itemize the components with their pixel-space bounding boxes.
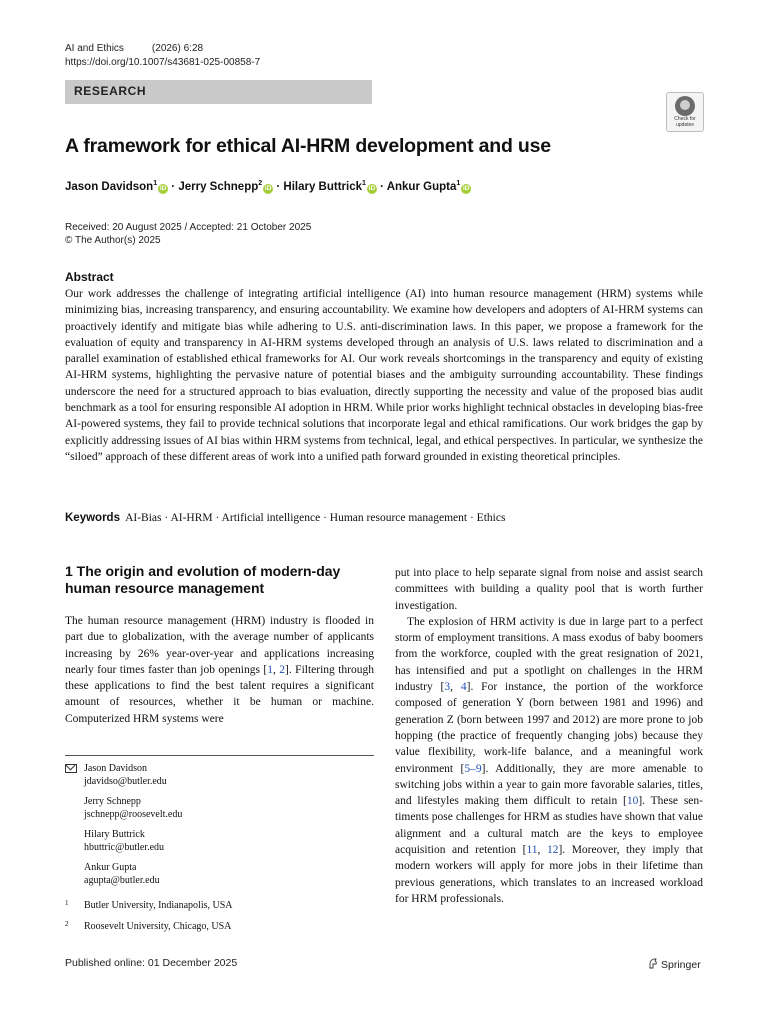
keywords-list: AI-Bias · AI-HRM · Artificial intelligence · Human resource management · Ethics bbox=[125, 512, 506, 524]
check-updates-icon bbox=[675, 96, 695, 116]
orcid-icon[interactable]: iD bbox=[463, 184, 470, 192]
text-run: The human resource management (HRM) industry is flooded in part due to globalization, with the average number of applicants increasing by 26% year-over-year and applications increasing nearly four times faster than job openings [ bbox=[65, 615, 374, 676]
orcid-icon[interactable]: iD bbox=[368, 184, 376, 192]
section-heading: 1 The origin and evolution of modern-day human resource management bbox=[65, 563, 341, 596]
contact-email[interactable]: agupta@butler.edu bbox=[84, 875, 160, 886]
author-contact bbox=[65, 795, 374, 821]
affiliation-number: 2 bbox=[65, 920, 69, 928]
citation-link[interactable]: 5–9 bbox=[464, 762, 482, 775]
affiliation-number: 1 bbox=[65, 899, 69, 907]
author-affiliation-mark: 1 bbox=[456, 180, 461, 187]
text-run: ]. Moreover, they imply that modern workers will apply for more jobs in their lifetime than previous generations, which translates to an increased workload for HRM professionals. bbox=[395, 844, 704, 905]
text-run: ]. For instance, the portion of the workforce composed of generation Y (born between 1981 and 1996) and generation Z (born between 1997 and 2012) are more prone to job hopping (the practice of frequently changing jobs) because they value flexibility, work-life balance, and a meaningful work environment [ bbox=[395, 681, 703, 775]
text-run: The explosion of HRM activity is due in large part to a perfect storm of employment transitions. A mass exodus of baby boomers from the workforce, coupled with the great resignation of 2021, has intensified and put a spotlight on challenges in the HRM industry [ bbox=[395, 615, 703, 694]
article-dates bbox=[65, 221, 311, 247]
springer-horse-icon bbox=[648, 958, 658, 969]
citation-link[interactable]: 4 bbox=[460, 681, 467, 694]
doi-link[interactable]: https://doi.org/10.1007/s43681-025-00858-7 bbox=[65, 57, 261, 68]
publisher-logo bbox=[648, 958, 701, 971]
author-name: Jerry Schnepp bbox=[178, 180, 259, 193]
citation-link[interactable]: 2 bbox=[279, 663, 286, 676]
check-for-updates-badge[interactable] bbox=[666, 92, 704, 132]
contact-name: Hilary Buttrick bbox=[84, 829, 145, 840]
contact-email[interactable]: jdavidso@butler.edu bbox=[84, 776, 167, 787]
affiliation-text: Roosevelt University, Chicago, USA bbox=[84, 921, 232, 932]
author-contact bbox=[65, 828, 374, 854]
check-updates-line1: Check for bbox=[674, 116, 696, 122]
citation-link[interactable]: 12 bbox=[546, 844, 559, 857]
author-contact bbox=[65, 861, 374, 887]
contact-name: Jason Davidson bbox=[84, 763, 148, 774]
author-name: Jason Davidson bbox=[65, 180, 154, 193]
author-list bbox=[65, 180, 471, 194]
affiliation bbox=[65, 899, 374, 912]
journal-name: AI and Ethics bbox=[65, 43, 124, 54]
abstract-text: Our work addresses the challenge of integrating artificial intelligence (AI) into human resource management (HRM) systems while minimizing bias, increasing transparency, and ensuring accountability. We examine how developers and adopters of AI-HRM systems can proactively identify and mitigate bias while adhering to U.S. anti-discrimination laws. In this paper, we propose a framework for the evaluation of equity and transparency in AI-HRM systems developed through an analysis of U.S. laws related to discrimination and a parallel examination of established ethical frameworks for AI. Our work reveals shortcomings in the transparency and equity of existing AI-HRM systems, highlighting the pervasive nature of potential biases and the ambiguity surrounding accountability. These findings underscore the need for a structured approach to bias evaluation, directly supporting the necessity and value of the proposed bias audit benchmark as a tool for ensuring responsible AI adoption in HRM. While prior works highlight technical obstacles in developing bias-free AI-powered systems, they fail to provide technical solutions that incorporate legal and ethical ramifications. Our work bridges the gap by explicitly addressing issues of AI bias within HRM systems from technical, legal, and ethical perspectives. In particular, we synthesize the “siloed” approach of these different areas of work into a unified path forward grounded in existing theoretical principles. bbox=[65, 288, 703, 463]
text-run: ]. Filtering through these applications to find the best talent requires a significant amount of resources, whether it be human or machine. Computerized HRM systems were bbox=[65, 663, 375, 725]
keywords-label: Keywords bbox=[65, 512, 120, 524]
right-column bbox=[395, 565, 703, 907]
footnotes bbox=[65, 762, 374, 941]
author-name: Hilary Buttrick bbox=[283, 180, 362, 193]
author-separator: · bbox=[376, 180, 387, 193]
author-affiliation-mark: 1 bbox=[153, 180, 158, 187]
publisher-name: Springer bbox=[661, 959, 701, 971]
contact-name: Jerry Schnepp bbox=[84, 796, 141, 807]
orcid-icon[interactable]: iD bbox=[264, 184, 272, 192]
orcid-icon[interactable]: iD bbox=[159, 184, 167, 192]
abstract-heading: Abstract bbox=[65, 270, 114, 284]
contact-email[interactable]: hbuttric@butler.edu bbox=[84, 842, 165, 853]
author-separator: · bbox=[273, 180, 284, 193]
citation-link[interactable]: 11 bbox=[526, 844, 538, 857]
citation-link[interactable]: 1 bbox=[267, 663, 273, 676]
journal-info bbox=[65, 42, 260, 70]
author-name: Ankur Gupta bbox=[386, 180, 457, 193]
citation-link[interactable]: 3 bbox=[444, 681, 451, 694]
text-run: , bbox=[450, 681, 461, 694]
author-affiliation-mark: 1 bbox=[362, 180, 366, 187]
envelope-icon bbox=[65, 764, 77, 773]
author-affiliation-mark: 2 bbox=[258, 180, 263, 187]
paragraph bbox=[65, 613, 374, 727]
journal-citation: (2026) 6:28 bbox=[151, 43, 204, 54]
affiliation-text: Butler University, Indianapolis, USA bbox=[84, 900, 233, 911]
article-type-banner bbox=[65, 80, 372, 104]
corresponding-author bbox=[65, 762, 374, 788]
paragraph bbox=[395, 614, 703, 907]
received-accepted: Received: 20 August 2025 / Accepted: 21 October 2025 bbox=[65, 222, 312, 233]
text-run: , bbox=[537, 844, 547, 857]
citation-link[interactable]: 10 bbox=[626, 795, 639, 808]
left-column bbox=[65, 613, 374, 727]
published-date: Published online: 01 December 2025 bbox=[65, 957, 238, 969]
paper-title: A framework for ethical AI-HRM development and use bbox=[65, 135, 551, 157]
keywords-line bbox=[65, 512, 505, 524]
affiliation bbox=[65, 920, 374, 933]
copyright-line: © The Author(s) 2025 bbox=[65, 235, 161, 246]
text-run: ]. Additionally, they are more amenable to switching jobs within a year to gain more favorable salaries, titles, and lifestyles making them difficult to retain [ bbox=[395, 762, 703, 808]
article-type-label: RESEARCH bbox=[74, 84, 147, 98]
text-run: ]. These sentiments pose challenges for HRM as studies have shown that value alignment and a cultural match are the keys to employee acquisition and retention [ bbox=[395, 795, 703, 857]
contact-name: Ankur Gupta bbox=[84, 862, 137, 873]
check-updates-line2: updates bbox=[676, 122, 694, 128]
footnote-divider bbox=[65, 755, 374, 756]
text-run: , bbox=[272, 663, 280, 676]
contact-email[interactable]: jschnepp@roosevelt.edu bbox=[84, 809, 183, 820]
paragraph: put into place to help separate signal from noise and assist search committees with building a quality pool that is worth further investigation. bbox=[395, 567, 703, 612]
author-separator: · bbox=[168, 180, 179, 193]
